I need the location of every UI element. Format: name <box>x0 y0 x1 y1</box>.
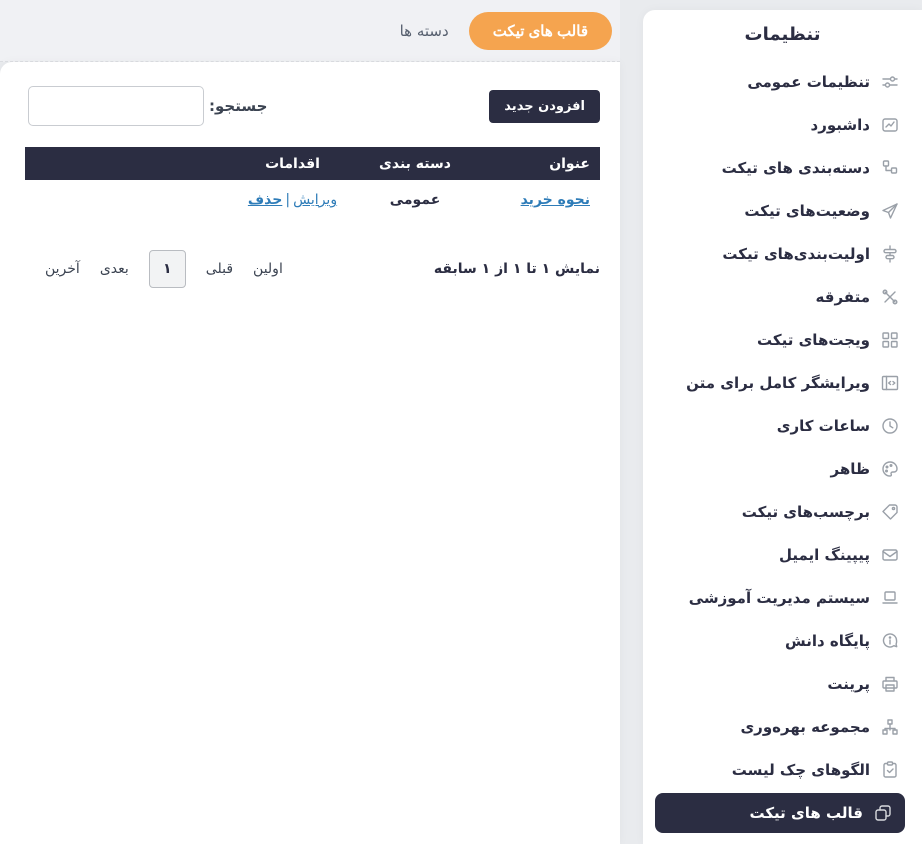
sidebar-item-label: الگوهای چک لیست <box>731 760 870 779</box>
add-new-button[interactable]: افزودن جدید <box>489 90 600 123</box>
tools-icon <box>880 287 900 307</box>
sidebar-item-9[interactable] <box>643 447 922 490</box>
sidebar-item-label: تنظیمات عمومی <box>747 72 870 91</box>
template-title-link[interactable]: نحوه خرید <box>520 192 590 208</box>
pagination-last-button[interactable]: آخرین <box>45 261 80 277</box>
sitemap-icon <box>880 717 900 737</box>
sidebar-item-7[interactable] <box>643 361 922 404</box>
tab-ticket-templates[interactable]: قالب های تیکت <box>469 12 612 50</box>
clipboard-check-icon <box>880 760 900 780</box>
sidebar-item-14[interactable] <box>643 662 922 705</box>
sidebar-item-10[interactable] <box>643 490 922 533</box>
sidebar-item-5[interactable] <box>643 275 922 318</box>
pagination-controls <box>45 250 283 288</box>
sidebar-item-label: وضعیت‌های تیکت <box>744 201 870 220</box>
widgets-grid-icon <box>880 330 900 350</box>
sidebar-item-12[interactable] <box>643 576 922 619</box>
sidebar-item-label: داشبورد <box>810 115 870 134</box>
sidebar-item-4[interactable] <box>643 232 922 275</box>
info-bubble-icon <box>880 631 900 651</box>
palette-icon <box>880 459 900 479</box>
sidebar-item-15[interactable] <box>643 705 922 748</box>
template-category: عمومی <box>389 192 441 208</box>
column-header-actions: اقدامات <box>265 155 320 172</box>
search-label: جستجو: <box>209 97 268 115</box>
sidebar-item-label: متفرقه <box>815 287 870 306</box>
clock-icon <box>880 416 900 436</box>
table-row <box>25 180 600 220</box>
paper-plane-icon <box>880 201 900 221</box>
action-separator: | <box>285 192 291 208</box>
edit-link[interactable]: ویرایش <box>293 192 338 208</box>
sidebar-item-label: برچسب‌های تیکت <box>741 502 870 521</box>
sidebar-item-label: پرینت <box>827 674 870 693</box>
sidebar-item-16[interactable] <box>643 748 922 791</box>
sidebar-item-3[interactable] <box>643 189 922 232</box>
table-header-row <box>25 147 600 180</box>
sidebar-item-8[interactable] <box>643 404 922 447</box>
laptop-icon <box>880 588 900 608</box>
sidebar-item-label: پایگاه دانش <box>784 631 870 650</box>
pagination-prev-button[interactable]: قبلی <box>205 261 234 277</box>
sidebar-item-label: ویجت‌های تیکت <box>756 330 870 349</box>
categories-tree-icon <box>880 158 900 178</box>
toolbar-row <box>28 86 600 126</box>
pagination-current-page[interactable]: ۱ <box>149 250 186 288</box>
sidebar-item-label: قالب های تیکت <box>749 803 863 822</box>
tag-icon <box>880 502 900 522</box>
delete-link[interactable]: حذف <box>247 192 283 208</box>
sidebar-item-label: دسته‌بندی های تیکت <box>721 158 870 177</box>
sidebar-item-label: اولیت‌بندی‌های تیکت <box>722 244 870 263</box>
main-content-card <box>0 62 620 844</box>
column-header-category: دسته بندی <box>379 155 451 172</box>
pagination-row <box>45 250 600 288</box>
sidebar-item-1[interactable] <box>643 103 922 146</box>
ticket-templates-icon <box>873 803 893 823</box>
sidebar-menu <box>643 60 922 833</box>
pagination-next-button[interactable]: بعدی <box>99 261 129 277</box>
pagination-info: نمایش ۱ تا ۱ از ۱ سابقه <box>433 261 600 277</box>
sidebar-item-11[interactable] <box>643 533 922 576</box>
templates-table <box>25 147 600 220</box>
search-input[interactable] <box>28 86 204 126</box>
settings-sidebar <box>643 10 922 844</box>
sidebar-item-17[interactable] <box>655 793 905 833</box>
envelope-icon <box>880 545 900 565</box>
column-header-title: عنوان <box>549 155 590 172</box>
text-editor-icon <box>880 373 900 393</box>
sidebar-item-0[interactable] <box>643 60 922 103</box>
dashboard-icon <box>880 115 900 135</box>
search-group <box>28 86 267 126</box>
sidebar-item-label: ساعات کاری <box>776 416 870 435</box>
sidebar-item-13[interactable] <box>643 619 922 662</box>
top-tab-bar <box>0 0 620 62</box>
sidebar-item-label: ظاهر <box>830 459 870 478</box>
sidebar-item-label: مجموعه بهره‌وری <box>740 717 870 736</box>
sidebar-item-2[interactable] <box>643 146 922 189</box>
printer-icon <box>880 674 900 694</box>
pagination-first-button[interactable]: اولین <box>253 261 283 277</box>
sidebar-item-label: پیپینگ ایمیل <box>778 545 870 564</box>
sidebar-item-label: سیستم مدیریت آموزشی <box>688 588 870 607</box>
sliders-icon <box>880 72 900 92</box>
sidebar-item-label: ویرایشگر کامل برای متن <box>686 373 870 392</box>
sidebar-item-6[interactable] <box>643 318 922 361</box>
tab-categories[interactable]: دسته ها <box>399 21 449 40</box>
sidebar-title: تنظیمات <box>744 24 821 45</box>
priority-bars-icon <box>880 244 900 264</box>
